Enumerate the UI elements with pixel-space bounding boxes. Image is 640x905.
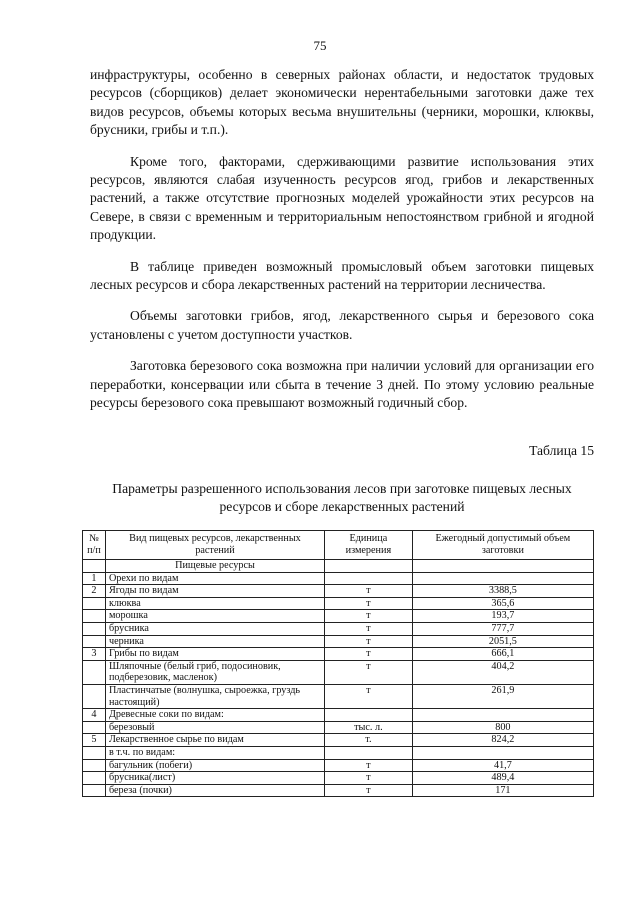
cell-value (412, 572, 593, 585)
cell-unit (325, 560, 413, 573)
table-row (83, 585, 594, 598)
cell-unit: т (325, 635, 413, 648)
cell-num (83, 772, 106, 785)
cell-num (83, 784, 106, 797)
header-value: Ежегодный допустимый объем заготовки (412, 531, 593, 560)
cell-num (83, 622, 106, 635)
cell-value: 666,1 (412, 648, 593, 661)
table-row (83, 709, 594, 722)
body-text (90, 66, 594, 426)
resources-table (82, 530, 594, 797)
cell-unit: т (325, 759, 413, 772)
cell-value (412, 746, 593, 759)
cell-unit: т (325, 648, 413, 661)
cell-num: 3 (83, 648, 106, 661)
cell-name: березовый (105, 721, 324, 734)
cell-name: морошка (105, 610, 324, 623)
cell-num (83, 721, 106, 734)
table-row (83, 622, 594, 635)
table-row (83, 784, 594, 797)
cell-num (83, 597, 106, 610)
paragraph: Заготовка березового сока возможна при наличии условий для организации его переработки, консервации или сбыта в течение 3 дней. По этому условию реальные ресурсы березового сока превышают возможный годичный сбор. (90, 358, 594, 411)
cell-value: 3388,5 (412, 585, 593, 598)
cell-num (83, 759, 106, 772)
cell-name: черника (105, 635, 324, 648)
cell-value (412, 560, 593, 573)
table-row (83, 746, 594, 759)
cell-num (83, 684, 106, 708)
cell-name: багульник (побеги) (105, 759, 324, 772)
cell-unit (325, 746, 413, 759)
table-row (83, 572, 594, 585)
cell-name: Грибы по видам (105, 648, 324, 661)
cell-value: 824,2 (412, 734, 593, 747)
cell-value (412, 709, 593, 722)
table-row (83, 721, 594, 734)
paragraph: Кроме того, факторами, сдерживающими развитие использования этих ресурсов, являются слабая изученность ресурсов ягод, грибов и лекарственных растений, а также отсутствие прогнозных моделей урожайности этих ресурсов на Севере, в связи с временным и территориальным непостоянством грибной и ягодной продукции. (90, 153, 594, 243)
cell-unit: т (325, 784, 413, 797)
table-row (83, 772, 594, 785)
cell-unit (325, 572, 413, 585)
cell-name: Пластинчатые (волнушка, сыроежка, груздь настоящий) (105, 684, 324, 708)
table-row (83, 560, 594, 573)
header-num: № п/п (83, 531, 106, 560)
cell-name: Ягоды по видам (105, 585, 324, 598)
cell-value: 41,7 (412, 759, 593, 772)
cell-value: 365,6 (412, 597, 593, 610)
table-header-row (83, 531, 594, 560)
cell-num (83, 610, 106, 623)
table-label: Таблица 15 (529, 443, 594, 458)
cell-num (83, 635, 106, 648)
cell-value: 800 (412, 721, 593, 734)
paragraph: Объемы заготовки грибов, ягод, лекарственного сырья и березового сока установлены с учетом доступности участков. (90, 308, 594, 342)
cell-num: 4 (83, 709, 106, 722)
table-row (83, 610, 594, 623)
paragraph: В таблице приведен возможный промысловый объем заготовки пищевых лесных ресурсов и сбора лекарственных растений на территории лесничества. (90, 258, 594, 293)
cell-value: 777,7 (412, 622, 593, 635)
cell-unit: т (325, 610, 413, 623)
cell-value: 193,7 (412, 610, 593, 623)
cell-name: в т.ч. по видам: (105, 746, 324, 759)
table-row (83, 635, 594, 648)
cell-name: береза (почки) (105, 784, 324, 797)
cell-unit: тыс. л. (325, 721, 413, 734)
cell-name: Орехи по видам (105, 572, 324, 585)
cell-name: брусника (105, 622, 324, 635)
table-row (83, 734, 594, 747)
table-row (83, 597, 594, 610)
page-number: 75 (313, 38, 327, 53)
header-unit: Единица измерения (325, 531, 413, 560)
cell-num (83, 560, 106, 573)
cell-name: Лекарственное сырье по видам (105, 734, 324, 747)
cell-num (83, 660, 106, 684)
table-title: Параметры разрешенного использования лесов при заготовке пищевых лесных ресурсов и сборе лекарственных растений (112, 481, 572, 514)
cell-value: 171 (412, 784, 593, 797)
cell-name: Шляпочные (белый гриб, подосиновик, подберезовик, масленок) (105, 660, 324, 684)
table-row (83, 759, 594, 772)
table-row (83, 648, 594, 661)
cell-num: 5 (83, 734, 106, 747)
cell-num: 2 (83, 585, 106, 598)
cell-unit: т (325, 772, 413, 785)
paragraph: инфраструктуры, особенно в северных районах области, и недостаток трудовых ресурсов (сборщиков) делает экономически нерентабельными заготовки даже тех видов ресурсов, объемы которых весьма внушительны (черники, морошки, клюквы, брусники, грибы и т.п.). (90, 67, 594, 138)
cell-unit: т (325, 660, 413, 684)
cell-unit: т (325, 684, 413, 708)
cell-name: клюква (105, 597, 324, 610)
cell-unit: т (325, 597, 413, 610)
cell-name: Древесные соки по видам: (105, 709, 324, 722)
cell-unit: т (325, 585, 413, 598)
cell-unit (325, 709, 413, 722)
cell-value: 2051,5 (412, 635, 593, 648)
table-row (83, 684, 594, 708)
cell-unit: т. (325, 734, 413, 747)
cell-value: 404,2 (412, 660, 593, 684)
header-name: Вид пищевых ресурсов, лекарственных растений (105, 531, 324, 560)
table-row (83, 660, 594, 684)
cell-value: 261,9 (412, 684, 593, 708)
cell-value: 489,4 (412, 772, 593, 785)
cell-num (83, 746, 106, 759)
cell-name: Пищевые ресурсы (105, 560, 324, 573)
cell-name: брусника(лист) (105, 772, 324, 785)
cell-num: 1 (83, 572, 106, 585)
cell-unit: т (325, 622, 413, 635)
